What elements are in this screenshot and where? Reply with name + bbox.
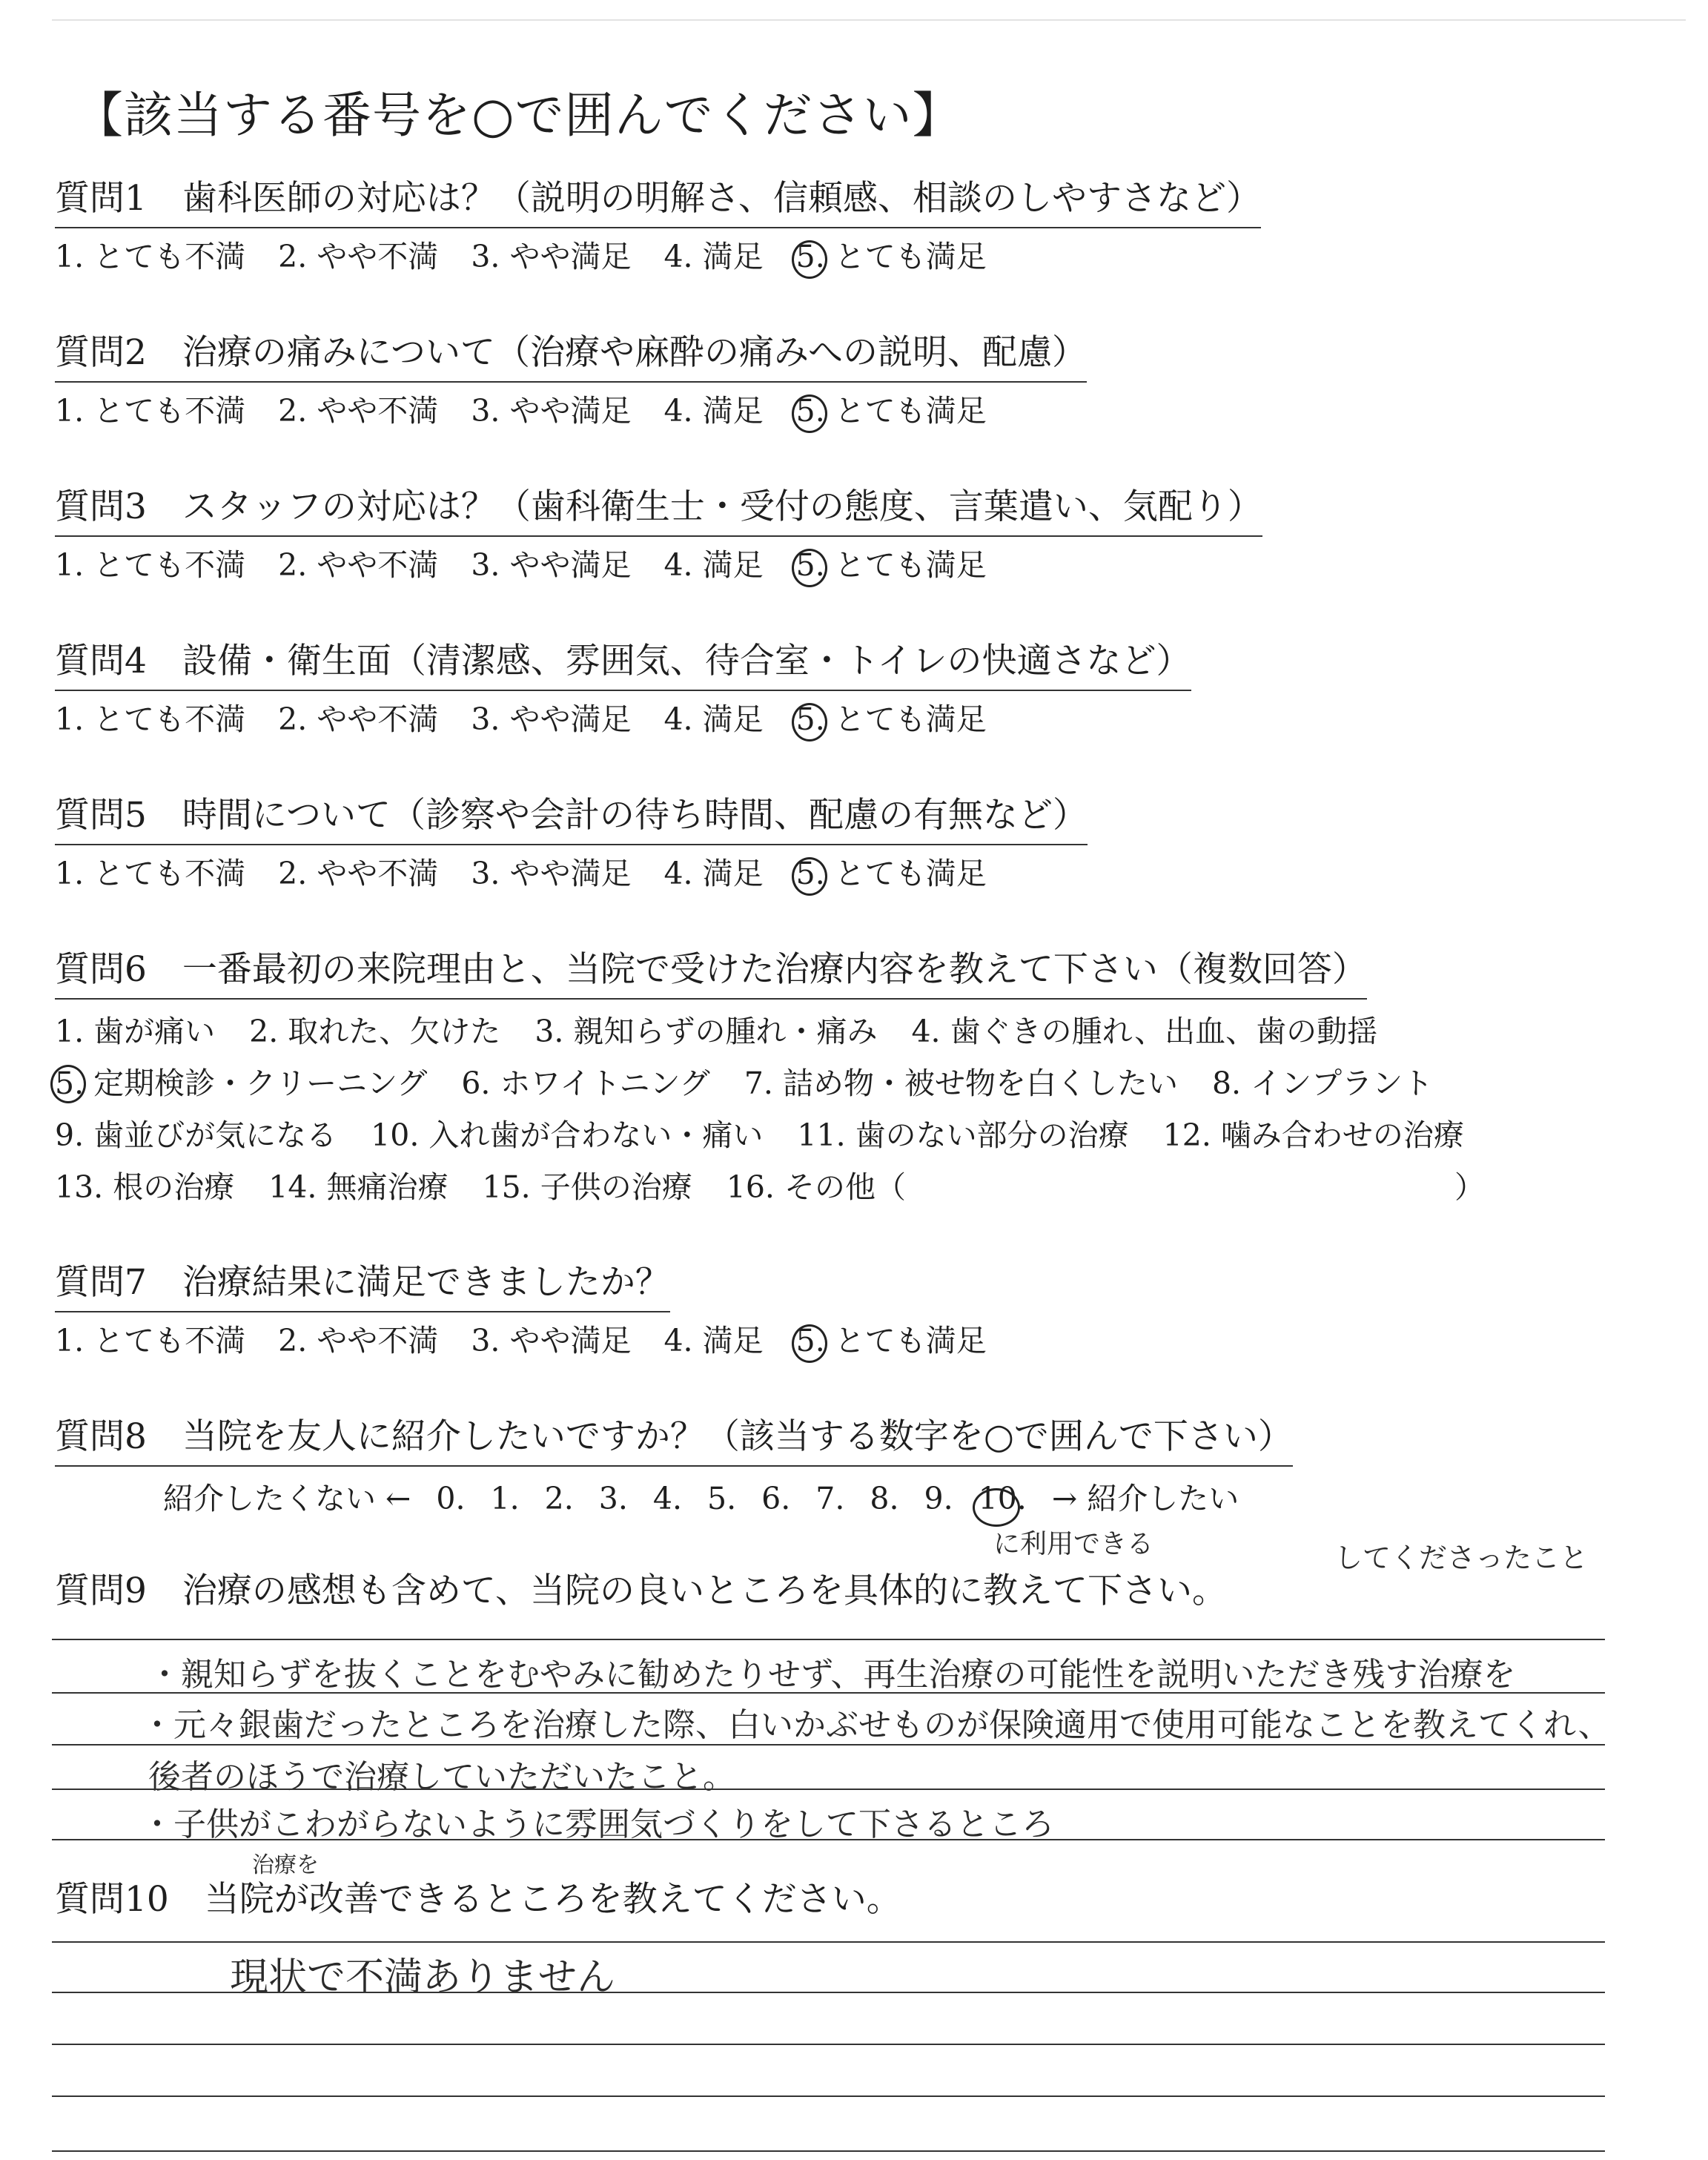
other-close-paren: ）: [1454, 1169, 1485, 1205]
satisfaction-options: [55, 850, 1088, 897]
satisfaction-options: [55, 696, 1191, 743]
scale-9[interactable]: 9.: [924, 1481, 953, 1516]
option-3[interactable]: 3. やや満足: [471, 239, 632, 274]
question-heading: [55, 176, 1261, 228]
option-5-selected[interactable]: 5. とても満足: [796, 1317, 987, 1364]
scale-0[interactable]: 0.: [436, 1481, 466, 1516]
scale-3[interactable]: 3.: [598, 1481, 628, 1516]
answer-line: [52, 2095, 1605, 2097]
question-10: [55, 1877, 901, 1928]
option-1[interactable]: 1. とても不満: [55, 547, 246, 583]
question-5: [55, 793, 1088, 897]
question-heading: [55, 1877, 901, 1928]
question-number: 質問4: [55, 641, 147, 681]
reason-option[interactable]: 7. 詰め物・被せ物を白くしたい: [744, 1066, 1178, 1101]
reason-option[interactable]: 6. ホワイトニング: [461, 1066, 710, 1101]
reason-option[interactable]: 1. 歯が痛い: [55, 1014, 216, 1049]
answer-line: [52, 1744, 1605, 1745]
handwritten-answer-line-4: ・子供がこわがらないように雰囲気づくりをして下さるところ: [141, 1806, 1054, 1843]
answer-line: [52, 1839, 1605, 1840]
option-5-selected[interactable]: 5. とても満足: [796, 541, 987, 589]
question-heading: [55, 1569, 1227, 1619]
answer-line: [52, 1639, 1605, 1640]
option-2[interactable]: 2. やや不満: [278, 393, 439, 429]
option-4[interactable]: 4. 満足: [663, 856, 764, 891]
option-5-selected[interactable]: 5. とても満足: [796, 696, 987, 743]
option-2[interactable]: 2. やや不満: [278, 239, 439, 274]
scale-4[interactable]: 4.: [652, 1481, 683, 1516]
question-heading: [55, 1415, 1293, 1467]
reason-option[interactable]: 13. 根の治療: [55, 1169, 235, 1205]
scale-10-selected[interactable]: 10.: [978, 1481, 1027, 1516]
reason-row: [55, 1005, 1498, 1057]
question-4: [55, 639, 1191, 743]
satisfaction-options: [55, 387, 1087, 435]
recommend-scale: [55, 1474, 1293, 1518]
satisfaction-options: [55, 233, 1261, 280]
reason-row: [55, 1109, 1498, 1161]
question-2: [55, 331, 1087, 435]
scale-8[interactable]: 8.: [870, 1481, 899, 1516]
handwritten-insert-right: してくださったこと: [1334, 1542, 1589, 1574]
question-7: [55, 1261, 1019, 1364]
reason-option[interactable]: 15. 子供の治療: [482, 1169, 692, 1205]
reason-option[interactable]: 11. 歯のない部分の治療: [797, 1117, 1129, 1153]
question-8: [55, 1415, 1293, 1518]
answer-line: [52, 1692, 1605, 1694]
handwritten-answer-line-2: ・元々銀歯だったところを治療した際、白いかぶせものが保険適用で使用可能なことを教えてくれ、: [141, 1706, 1611, 1744]
option-1[interactable]: 1. とても不満: [55, 239, 246, 274]
question-1: [55, 176, 1261, 280]
option-3[interactable]: 3. やや満足: [471, 856, 632, 891]
scale-7[interactable]: 7.: [815, 1481, 845, 1516]
option-4[interactable]: 4. 満足: [663, 239, 764, 274]
question-heading: [55, 639, 1191, 691]
option-5-selected[interactable]: 5. とても満足: [796, 233, 987, 280]
option-3[interactable]: 3. やや満足: [471, 547, 632, 583]
reason-option-selected[interactable]: 5. 定期検診・クリーニング: [55, 1057, 427, 1109]
question-heading: [55, 331, 1087, 383]
option-3[interactable]: 3. やや満足: [471, 701, 632, 737]
option-4[interactable]: 4. 満足: [663, 1323, 764, 1358]
handwritten-answer-line-3: 後者のほうで治療していただいたこと。: [148, 1758, 735, 1796]
handwritten-insert-above: に利用できる: [993, 1529, 1154, 1559]
question-text: スタッフの対応は？（歯科衛生士・受付の態度、言葉遣い、気配り）: [182, 486, 1262, 527]
reason-options: [55, 1005, 1498, 1213]
question-text: 治療の感想も含めて、当院の良いところを具体的に教えて下さい。: [182, 1571, 1227, 1611]
option-2[interactable]: 2. やや不満: [278, 1323, 439, 1358]
answer-line: [52, 1992, 1605, 1993]
option-2[interactable]: 2. やや不満: [278, 856, 439, 891]
answer-line: [52, 1789, 1605, 1790]
handwritten-improvement-answer: 現状で不満ありません: [230, 1955, 616, 2000]
option-4[interactable]: 4. 満足: [663, 393, 764, 429]
option-1[interactable]: 1. とても不満: [55, 701, 246, 737]
reason-option[interactable]: 3. 親知らずの腫れ・痛み: [534, 1014, 878, 1049]
scale-left-label: 紹介したくない ←: [163, 1481, 411, 1516]
question-text: 一番最初の来院理由と、当院で受けた治療内容を教えて下さい（複数回答）: [182, 949, 1367, 990]
page-title: 【該当する番号を○で囲んでください】: [74, 87, 962, 144]
scale-5[interactable]: 5.: [707, 1481, 737, 1516]
option-2[interactable]: 2. やや不満: [278, 701, 439, 737]
option-3[interactable]: 3. やや満足: [471, 1323, 632, 1358]
option-4[interactable]: 4. 満足: [663, 547, 764, 583]
question-text: 設備・衛生面（清潔感、雰囲気、待合室・トイレの快適さなど）: [182, 641, 1191, 681]
handwritten-answer-line-1: ・親知らずを抜くことをむやみに勧めたりせず、再生治療の可能性を説明いただき残す治療を: [148, 1656, 1516, 1694]
answer-line: [52, 1941, 1605, 1943]
reason-option[interactable]: 10. 入れ歯が合わない・痛い: [371, 1117, 764, 1153]
question-text: 当院が改善できるところを教えてください。: [204, 1879, 901, 1920]
reason-option[interactable]: 14. 無痛治療: [268, 1169, 448, 1205]
question-heading: [55, 485, 1262, 537]
question-number: 質問5: [55, 795, 147, 836]
option-5-selected[interactable]: 5. とても満足: [796, 850, 987, 897]
scale-right-label: → 紹介したい: [1051, 1481, 1239, 1516]
reason-row: [55, 1057, 1498, 1109]
question-heading: [55, 948, 1367, 1000]
scale-6[interactable]: 6.: [761, 1481, 791, 1516]
question-number: 質問8: [55, 1416, 147, 1457]
answer-line: [52, 2150, 1605, 2152]
question-heading: [55, 793, 1088, 845]
question-number: 質問10: [55, 1879, 169, 1920]
reason-row: [55, 1161, 1498, 1213]
scale-2[interactable]: 2.: [544, 1481, 574, 1516]
question-text: 治療の痛みについて（治療や麻酔の痛みへの説明、配慮）: [182, 332, 1088, 373]
question-heading: [55, 1261, 670, 1312]
question-text: 歯科医師の対応は？（説明の明解さ、信頼感、相談のしやすさなど）: [182, 178, 1262, 219]
option-2[interactable]: 2. やや不満: [278, 547, 439, 583]
question-9: [55, 1569, 1227, 1619]
reason-option[interactable]: 12. 噛み合わせの治療: [1162, 1117, 1464, 1153]
satisfaction-options: [55, 1317, 1019, 1364]
question-number: 質問3: [55, 486, 147, 527]
reason-option[interactable]: 2. 取れた、欠けた: [249, 1014, 501, 1049]
answer-line: [52, 2044, 1605, 2045]
option-1[interactable]: 1. とても不満: [55, 1323, 246, 1358]
question-number: 質問2: [55, 332, 147, 373]
question-text: 時間について（診察や会計の待ち時間、配慮の有無など）: [182, 795, 1088, 836]
question-text: 治療結果に満足できましたか？: [182, 1262, 670, 1303]
reason-option[interactable]: 4. 歯ぐきの腫れ、出血、歯の動揺: [911, 1014, 1378, 1049]
option-1[interactable]: 1. とても不満: [55, 856, 246, 891]
reason-option-other[interactable]: 16. その他（: [726, 1169, 906, 1205]
handwritten-insert-below: 治療を: [252, 1852, 319, 1878]
option-3[interactable]: 3. やや満足: [471, 393, 632, 429]
scale-1[interactable]: 1.: [490, 1481, 520, 1516]
question-3: [55, 485, 1262, 589]
top-border: [52, 19, 1686, 21]
satisfaction-options: [55, 541, 1262, 589]
question-number: 質問9: [55, 1571, 147, 1611]
question-text: 当院を友人に紹介したいですか？（該当する数字を○で囲んで下さい）: [182, 1416, 1293, 1457]
question-number: 質問6: [55, 949, 147, 990]
option-1[interactable]: 1. とても不満: [55, 393, 246, 429]
reason-option[interactable]: 9. 歯並びが気になる: [55, 1117, 337, 1153]
question-6: [55, 948, 1498, 1213]
question-number: 質問1: [55, 178, 147, 219]
reason-option[interactable]: 8. インプラント: [1211, 1066, 1434, 1101]
option-5-selected[interactable]: 5. とても満足: [796, 387, 987, 435]
option-4[interactable]: 4. 満足: [663, 701, 764, 737]
question-number: 質問7: [55, 1262, 147, 1303]
